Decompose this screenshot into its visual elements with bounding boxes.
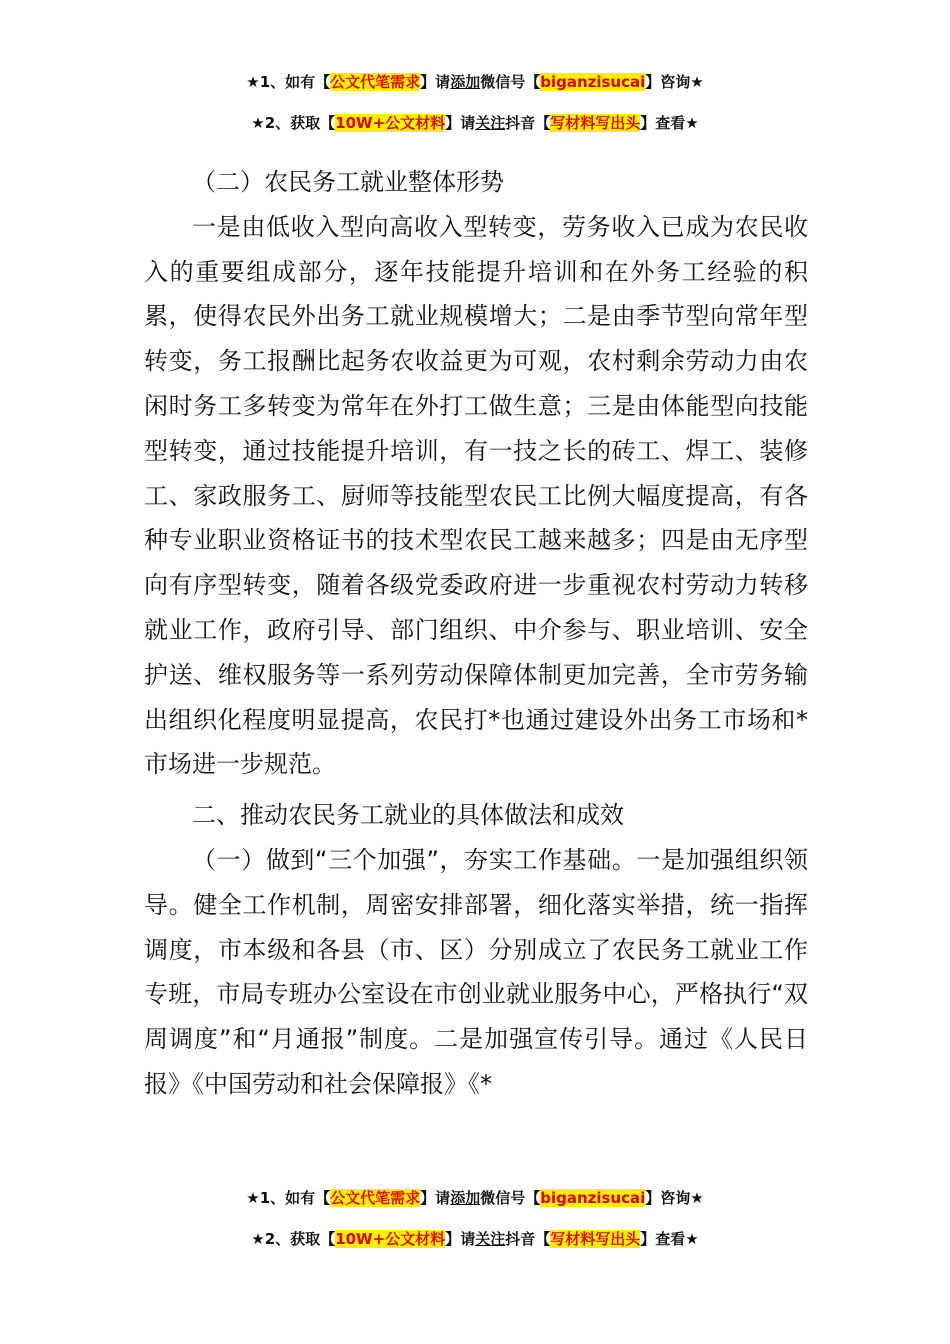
banner-text: ★2、获取【 [251,114,336,132]
banner-text: 抖音【 [505,1230,551,1248]
banner-text: ★2、获取【 [251,1230,336,1248]
body-paragraph: 一是由低收入型向高收入型转变，劳务收入已成为农民收入的重要组成部分，逐年技能提升培训和在外务工经验的积累，使得农民外出务工就业规模增大；二是由季节型向常年型转变，务工报酬比起务农收益更为可观，农村剩余劳动力由农闲时务工多转变为常年在外打工做生意；三是由体能型向技能型转变，通过技能提升培训，有一技之长的砖工、焊工、装修工、家政服务工、厨师等技能型农民工比例大幅度提高，有各种专业职业资格证书的技术型农民工越来越多；四是由无序型向有序型转变，随着各级党委政府进一步重视农村劳动力转移就业工作，政府引导、部门组织、中介参与、职业培训、安全护送、维权服务等一系列劳动保障体制更加完善，全市劳务输出组织化程度明显提高，农民打*也通过建设外出务工市场和*市场进一步规范。 [144,212,808,779]
banner-text: 微信号【 [480,73,541,91]
banner-highlight: 公文代笔需求 [330,1189,421,1207]
banner-underline: 添加 [450,1189,481,1207]
banner-text: 】咨询★ [645,73,704,91]
banner-underline: 关注 [475,114,506,132]
header-banner-line-1 [0,70,950,94]
banner-text: 】请 [445,1230,476,1248]
banner-text: 】请 [420,1189,451,1207]
banner-highlight: biganzisucai [540,1189,646,1207]
banner-text: 】查看★ [640,114,699,132]
banner-text: 】请 [420,73,451,91]
banner-highlight: 10W+公文材料 [335,114,446,132]
banner-highlight: 写材料写出头 [550,114,641,132]
banner-text: 】查看★ [640,1230,699,1248]
banner-underline: 添加 [450,73,481,91]
footer-banner-line-1 [0,1186,950,1210]
document-body [144,160,808,1107]
banner-highlight: biganzisucai [540,73,646,91]
banner-text: 】请 [445,114,476,132]
banner-text: ★1、如有【 [246,73,331,91]
section-heading: （二）农民务工就业整体形势 [192,168,504,196]
banner-text: ★1、如有【 [246,1189,331,1207]
footer-banner-line-2 [0,1227,950,1251]
banner-highlight: 10W+公文材料 [335,1230,446,1248]
body-paragraph: （一）做到“三个加强”，夯实工作基础。一是加强组织领导。健全工作机制，周密安排部署，细化落实举措，统一指挥调度，市本级和各县（市、区）分别成立了农民务工就业工作专班，市局专班办公室设在市创业就业服务中心，严格执行“双周调度”和“月通报”制度。二是加强宣传引导。通过《人民日报》《中国劳动和社会保障报》《* [144,845,808,1098]
banner-highlight: 公文代笔需求 [330,73,421,91]
header-banner-line-2 [0,111,950,135]
banner-text: 】咨询★ [645,1189,704,1207]
banner-underline: 关注 [475,1230,506,1248]
banner-text: 微信号【 [480,1189,541,1207]
banner-highlight: 写材料写出头 [550,1230,641,1248]
banner-text: 抖音【 [505,114,551,132]
section-heading: 二、推动农民务工就业的具体做法和成效 [192,801,624,830]
